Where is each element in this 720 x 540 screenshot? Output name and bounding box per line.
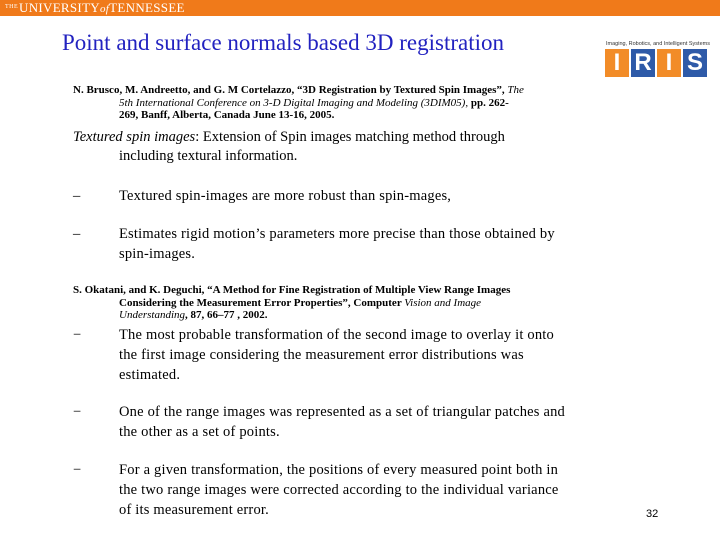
bullet-text: The most probable transformation of the second image to overlay it onto the first image considering the measurement error distributions was estimated. <box>119 327 554 383</box>
reference-brusco <box>73 84 581 122</box>
paragraph-rest: : Extension of Spin images matching method through <box>195 129 505 145</box>
university-logo-text <box>19 0 185 17</box>
reference-okatani-line3: Understanding, 87, 66–77 , 2002. <box>119 309 268 321</box>
header-tennessee: TENNESSEE <box>109 0 185 15</box>
header-university: UNIVERSITY <box>19 0 100 15</box>
bullet-text: One of the range images was represented as a set of triangular patches and the other as a set of points. <box>119 404 565 440</box>
iris-letter-s: S <box>683 49 707 77</box>
iris-letter-i2: I <box>657 49 681 77</box>
iris-letter-r: R <box>631 49 655 77</box>
bullet-text: For a given transformation, the positions of every measured point both in the two range images were corrected according to the individual variance of its measurement error. <box>119 462 559 518</box>
header-of: of <box>100 3 110 15</box>
bullet-item <box>73 460 573 520</box>
paragraph-lead: Textured spin images <box>73 129 196 145</box>
bullet-item <box>73 325 573 385</box>
bullet-item <box>73 402 573 442</box>
bullet-dash: − <box>73 327 82 343</box>
reference-brusco-line3: 269, Banff, Alberta, Canada June 13-16, 2005. <box>119 109 335 121</box>
bullet-text: Estimates rigid motion’s parameters more precise than those obtained by spin-images. <box>119 226 555 262</box>
paragraph-continuation: including textural information. <box>119 148 298 164</box>
reference-brusco-line2: 5th International Conference on 3-D Digital Imaging and Modeling (3DIM05), pp. 262- <box>119 96 509 109</box>
slide-title: Point and surface normals based 3D registration <box>62 30 504 55</box>
reference-okatani-line1: S. Okatani, and K. Deguchi, “A Method for Fine Registration of Multiple View Range Images <box>73 284 511 296</box>
bullet-item <box>73 224 573 264</box>
reference-okatani-line2: Considering the Measurement Error Properties”, Computer Vision and Image <box>119 296 482 309</box>
textured-spin-images-paragraph <box>73 128 583 166</box>
bullet-text: Textured spin-images are more robust than spin-mages, <box>119 188 452 204</box>
iris-logo-letters <box>605 49 707 77</box>
university-header-bar <box>0 0 720 16</box>
bullet-dash: − <box>73 462 82 478</box>
iris-logo <box>604 41 712 81</box>
header-the: THE <box>5 4 19 10</box>
bullet-dash: – <box>73 188 81 204</box>
page-number: 32 <box>646 508 659 520</box>
bullet-dash: − <box>73 404 82 420</box>
bullet-item <box>73 186 573 206</box>
bullet-dash: – <box>73 226 81 242</box>
reference-okatani <box>73 284 563 322</box>
iris-logo-tagline: Imaging, Robotics, and Intelligent Systems <box>606 41 710 47</box>
iris-letter-i: I <box>605 49 629 77</box>
reference-brusco-line1: N. Brusco, M. Andreetto, and G. M Cortelazzo, “3D Registration by Textured Spin Images”, The <box>73 84 524 96</box>
